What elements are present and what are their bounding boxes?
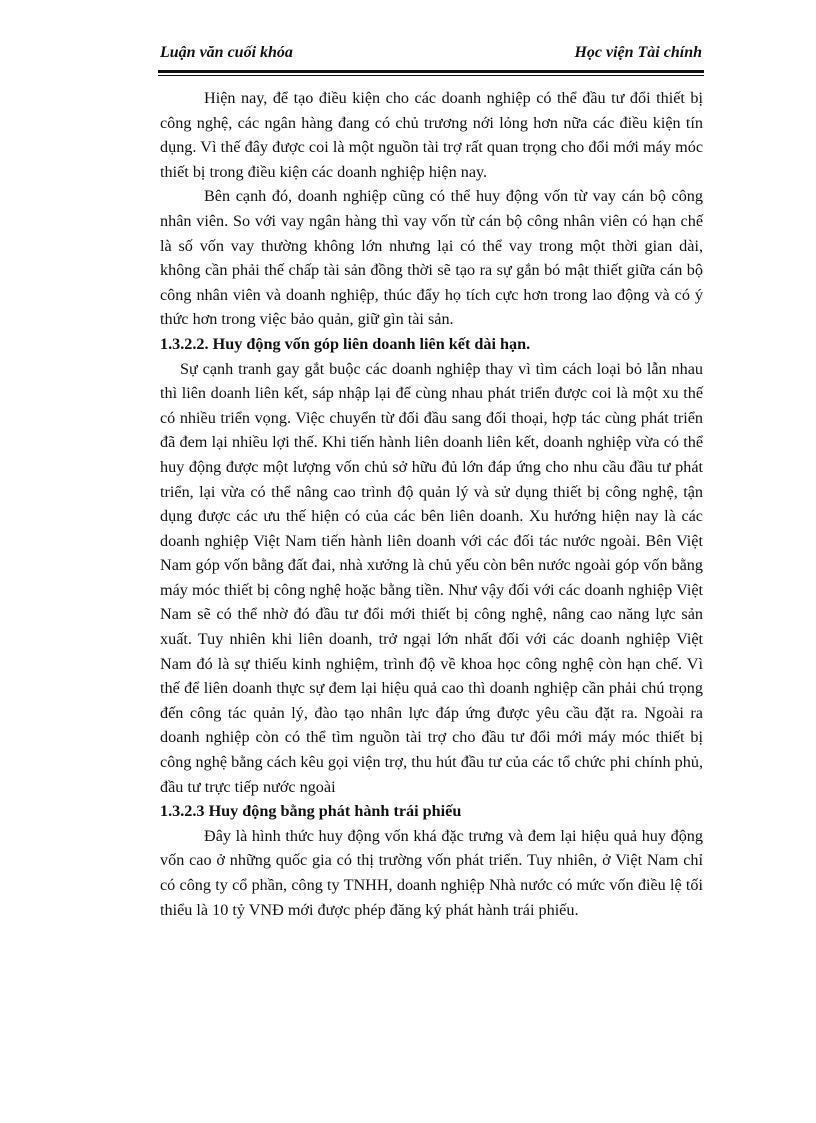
header-rule-thin	[158, 75, 704, 76]
section-heading-joint-venture: 1.3.2.2. Huy động vốn góp liên doanh liên kết dài hạn.	[160, 334, 531, 353]
paragraph-joint-venture: Sự cạnh tranh gay gắt buộc các doanh nghiệp thay vì tìm cách loại bỏ lẫn nhau thì liên doanh liên kết, sáp nhập lại để cùng nhau phát triển được coi là một xu thế có nhiều triển vọng. Việc chuyển từ đối đầu sang đối thoại, hợp tác cùng phát triển đã đem lại nhiều lợi thế. Khi tiến hành liên doanh liên kết, doanh nghiệp vừa có thể huy động được một lượng vốn chủ sở hữu đủ lớn đáp ứng cho nhu cầu đầu tư phát triển, lại vừa có thể nâng cao trình độ quản lý và sử dụng thiết bị công nghệ, tận dụng được các ưu thế hiện có của các bên liên doanh. Xu hướng hiện nay là các doanh nghiệp Việt Nam tiến hành liên doanh với các đối tác nước ngoài. Bên Việt Nam góp vốn bằng đất đai, nhà xưởng là chủ yếu còn bên nước ngoài góp vốn bằng máy móc thiết bị công nghệ hoặc bằng tiền. Như vậy đối với các doanh nghiệp Việt Nam sẽ có thể nhờ đó đầu tư đổi mới thiết bị công nghệ, nâng cao năng lực sản xuất. Tuy nhiên khi liên doanh, trở ngại lớn nhất đối với các doanh nghiệp Việt Nam đó là sự thiếu kinh nghiệm, trình độ về khoa học công nghệ còn hạn chế. Vì thế để liên doanh thực sự đem lại hiệu quả cao thì doanh nghiệp cần phải chú trọng đến công tác quản lý, đào tạo nhân lực đáp ứng được yêu cầu đặt ra. Ngoài ra doanh nghiệp còn có thể tìm nguồn tài trợ cho đầu tư đổi mới máy móc thiết bị công nghệ bằng cách kêu gọi viện trợ, thu hút đầu tư của các tổ chức phi chính phủ, đầu tư trực tiếp nước ngoài	[160, 359, 703, 796]
header-thesis-title: Luận văn cuối khóa	[160, 44, 293, 61]
paragraph-employee-loans: Bên cạnh đó, doanh nghiệp cũng có thể huy động vốn từ vay cán bộ công nhân viên. So với vay ngân hàng thì vay vốn từ cán bộ công nhân viên có hạn chế là số vốn vay thường không lớn nhưng lại có thể vay trong một thời gian dài, không cần phải thế chấp tài sản đồng thời sẽ tạo ra sự gắn bó mật thiết giữa cán bộ công nhân viên và doanh nghiệp, thúc đẩy họ tích cực hơn trong lao động và có ý thức hơn trong việc bảo quản, giữ gìn tài sản.	[160, 187, 703, 329]
paragraph-bonds: Đây là hình thức huy động vốn khá đặc trưng và đem lại hiệu quả huy động vốn cao ở những quốc gia có thị trường vốn phát triển. Tuy nhiên, ở Việt Nam chỉ có công ty cổ phần, công ty TNHH, doanh nghiệp Nhà nước có mức vốn điều lệ tối thiểu là 10 tỷ VNĐ mới được phép đăng ký phát hành trái phiếu.	[160, 826, 703, 919]
section-heading-bonds: 1.3.2.3 Huy động bằng phát hành trái phiếu	[160, 802, 462, 821]
header-institution: Học viện Tài chính	[574, 44, 702, 61]
document-body	[160, 86, 703, 922]
header-rule-thick	[158, 70, 704, 73]
paragraph-bank-credit: Hiện nay, để tạo điều kiện cho các doanh nghiệp có thể đầu tư đổi thiết bị công nghệ, các ngân hàng đang có chủ trương nới lỏng hơn nữa các điều kiện tín dụng. Vì thế đây được coi là một nguồn tài trợ rất quan trọng cho đổi mới máy móc thiết bị trong điều kiện các doanh nghiệp hiện nay.	[160, 89, 703, 181]
page-header	[160, 44, 702, 68]
